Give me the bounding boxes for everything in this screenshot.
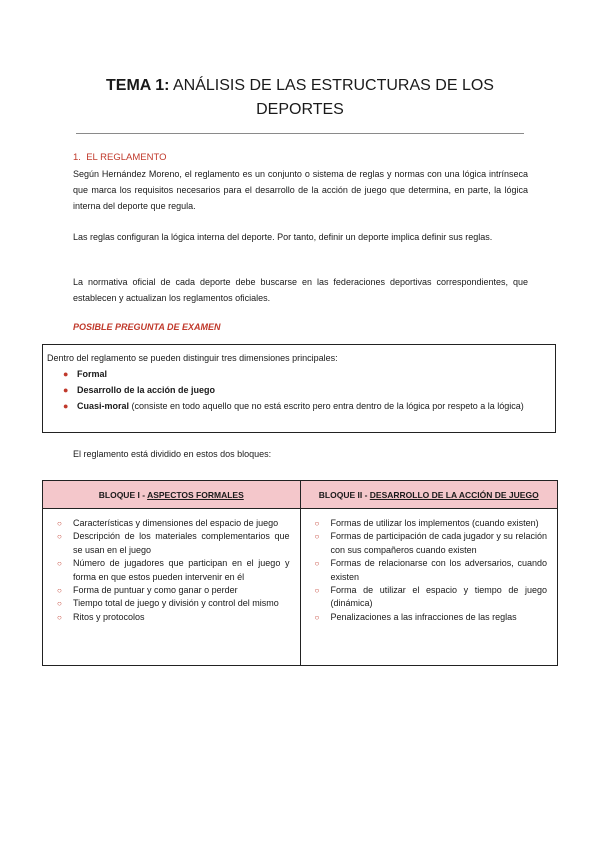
- block-2-list: [311, 517, 548, 624]
- circle-bullet-icon: ○: [314, 612, 320, 622]
- list-item: [57, 597, 290, 610]
- circle-bullet-icon: ○: [57, 586, 62, 596]
- list-item: [63, 366, 551, 382]
- circle-bullet-icon: ○: [314, 519, 320, 528]
- block-1-header: [43, 481, 301, 509]
- circle-bullet-icon: ○: [57, 519, 62, 528]
- dimensions-intro: Dentro del reglamento se pueden distinguir tres dimensiones principales:: [47, 353, 338, 363]
- dimensions-box: [42, 344, 556, 433]
- list-item: [314, 517, 548, 530]
- block-title: ASPECTOS FORMALES: [147, 489, 244, 500]
- list-item: [57, 557, 290, 584]
- dimension-label: Desarrollo de la acción de juego: [77, 385, 216, 395]
- block-2-header: [300, 481, 558, 509]
- item-text: Tiempo total de juego y división y control del mismo: [73, 598, 279, 609]
- list-item: [57, 530, 290, 557]
- list-item: [57, 517, 290, 530]
- item-text: Forma de utilizar el espacio y tiempo de juego (dinámica): [330, 585, 547, 609]
- list-item: [63, 398, 551, 414]
- dimensions-list: [47, 366, 551, 414]
- section-heading: [73, 152, 166, 163]
- dimension-label: Formal: [77, 369, 108, 379]
- title-bold: TEMA 1:: [106, 77, 170, 94]
- circle-bullet-icon: ○: [57, 559, 62, 569]
- item-text: Formas de utilizar los implementos (cuando existen): [330, 518, 539, 528]
- list-item: [57, 584, 290, 597]
- list-item: [314, 557, 548, 584]
- item-text: Número de jugadores que participan en el juego y forma en que estos pueden intervenir en él: [73, 558, 290, 582]
- blocks-intro: El reglamento está dividido en estos dos bloques:: [73, 449, 272, 459]
- dimension-note: (consiste en todo aquello que no está escrito pero entra dentro de la lógica por respeto a la lógica): [129, 401, 524, 411]
- list-item: [57, 611, 290, 624]
- block-prefix: BLOQUE I -: [98, 489, 148, 500]
- document-title: [60, 74, 540, 122]
- item-text: Ritos y protocolos: [73, 611, 145, 622]
- block-1-list: [53, 517, 290, 624]
- item-text: Descripción de los materiales complementarios que se usan en el juego: [73, 531, 290, 555]
- item-text: Características y dimensiones del espacio de juego: [73, 518, 279, 528]
- paragraph-rules: Las reglas configuran la lógica interna del deporte. Por tanto, definir un deporte implica definir sus reglas.: [73, 232, 493, 242]
- title-divider: [76, 133, 524, 134]
- block-title: DESARROLLO DE LA ACCIÓN DE JUEGO: [369, 489, 539, 500]
- blocks-table: [42, 480, 558, 666]
- title-rest: ANÁLISIS DE LAS ESTRUCTURAS DE LOS DEPORTES: [169, 77, 494, 118]
- item-text: Formas de participación de cada jugador y su relación con sus compañeros cuando existen: [330, 531, 547, 555]
- paragraph-federations: La normativa oficial de cada deporte debe buscarse en las federaciones deportivas correspondientes, que establecen y actualizan los reglamentos oficiales.: [73, 277, 528, 303]
- bullet-icon: ●: [63, 385, 69, 395]
- block-2-cell: [300, 509, 558, 666]
- dimension-label: Cuasi-moral: [77, 401, 130, 411]
- paragraph-definition: Según Hernández Moreno, el reglamento es un conjunto o sistema de reglas y normas con una lógica intrínseca que marca los requisitos necesarios para el desarrollo de la acción de juego que determina, en parte, la lógica interna del deporte que regula.: [73, 169, 528, 211]
- circle-bullet-icon: ○: [314, 559, 320, 569]
- circle-bullet-icon: ○: [314, 586, 320, 596]
- bullet-icon: ●: [63, 401, 69, 411]
- bullet-icon: ●: [63, 369, 69, 379]
- list-item: [314, 584, 548, 611]
- block-prefix: BLOQUE II -: [318, 489, 370, 500]
- section-number: 1.: [73, 152, 81, 163]
- exam-question-label: POSIBLE PREGUNTA DE EXAMEN: [73, 322, 221, 332]
- list-item: [314, 611, 548, 624]
- list-item: [314, 530, 548, 557]
- circle-bullet-icon: ○: [57, 599, 62, 609]
- circle-bullet-icon: ○: [57, 532, 62, 542]
- item-text: Formas de relacionarse con los adversarios, cuando existen: [330, 558, 547, 582]
- list-item: [63, 382, 551, 398]
- item-text: Forma de puntuar y como ganar o perder: [73, 585, 238, 596]
- circle-bullet-icon: ○: [314, 532, 320, 542]
- circle-bullet-icon: ○: [57, 612, 62, 622]
- item-text: Penalizaciones a las infracciones de las reglas: [330, 611, 517, 622]
- block-1-cell: [43, 509, 301, 666]
- section-title: EL REGLAMENTO: [86, 152, 167, 163]
